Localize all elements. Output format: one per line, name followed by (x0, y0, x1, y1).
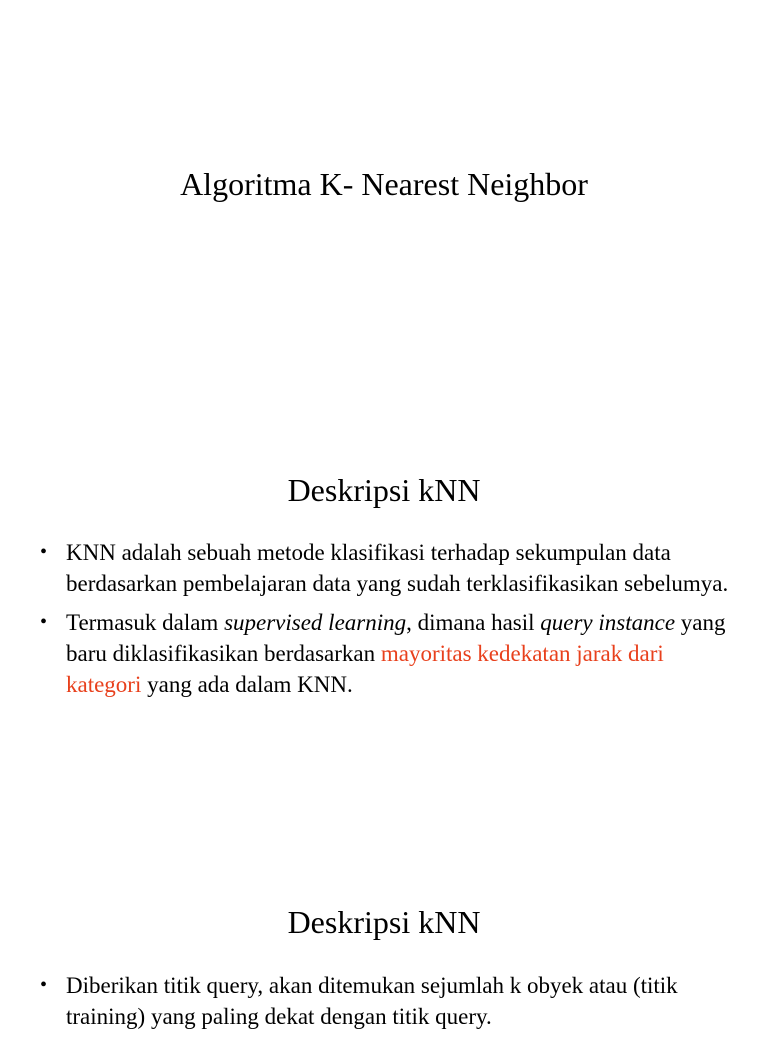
bullet-dot-icon: • (40, 541, 48, 563)
bullet-dot-icon: • (40, 974, 48, 996)
bullet-item (40, 607, 730, 700)
italic-term: supervised learning (224, 610, 407, 635)
slide-heading-deskripsi: Deskripsi kNN (287, 472, 481, 508)
bullet-item (40, 537, 730, 599)
bullet-text-part: yang baru diklasifikasikan berdasarkan (66, 610, 726, 666)
bullet-item (40, 970, 730, 1032)
bullet-dot-icon: • (40, 611, 48, 633)
slide-heading-deskripsi: Deskripsi kNN (287, 904, 481, 940)
italic-term: query instance (540, 610, 676, 635)
bullet-text-part: , dimana hasil (406, 610, 541, 635)
bullet-list (40, 970, 730, 1040)
bullet-text-part: Termasuk dalam (66, 610, 225, 635)
bullet-list (40, 537, 730, 708)
highlighted-text: mayoritas kedekatan jarak dari kategori (66, 641, 664, 697)
bullet-text-part: yang ada dalam KNN. (141, 672, 353, 697)
bullet-text: KNN adalah sebuah metode klasifikasi terhadap sekumpulan data berdasarkan pembelajaran data yang sudah terklasifikasikan sebelumya. (66, 540, 729, 596)
bullet-text: Diberikan titik query, akan ditemukan sejumlah k obyek atau (titik training) yang paling dekat dengan titik query. (66, 973, 678, 1029)
slide-title: Algoritma K- Nearest Neighbor (180, 166, 588, 202)
